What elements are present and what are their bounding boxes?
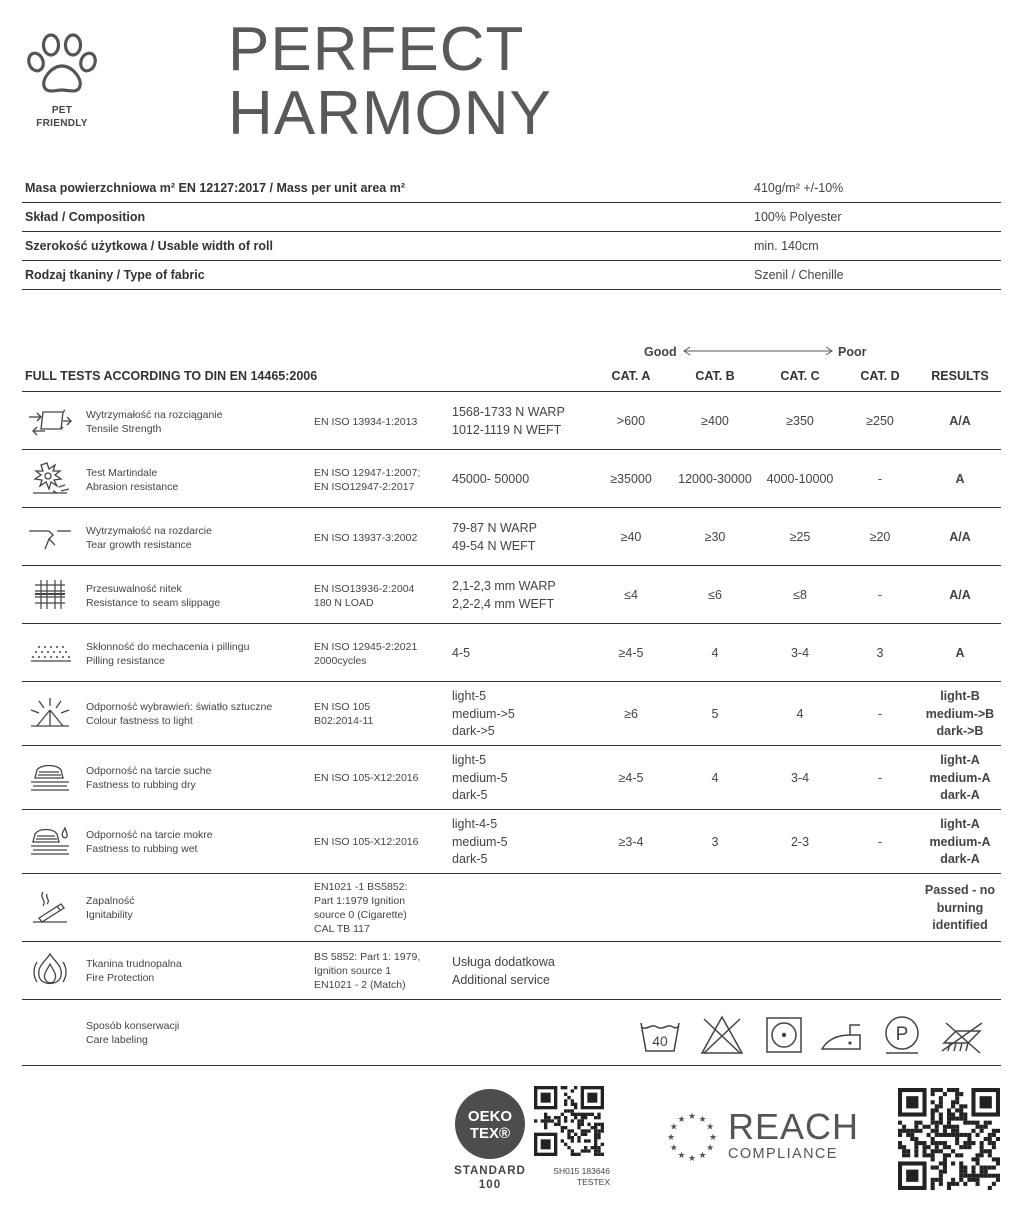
test-name: [86, 582, 306, 610]
test-result-line: 1568-1733 N WARP: [452, 405, 565, 419]
test-name-en: Fastness to rubbing dry: [86, 779, 196, 791]
test-name-en: Tear growth resistance: [86, 539, 192, 551]
test-name-en: Colour fastness to light: [86, 715, 193, 727]
oeko-certificate: [534, 1166, 610, 1188]
test-name-pl: Tkanina trudnopalna: [86, 958, 182, 970]
test-standard: [314, 880, 444, 936]
test-name-pl: Wytrzymałość na rozdarcie: [86, 525, 212, 537]
product-qr-code: [898, 1088, 1000, 1190]
test-result-line: Usługa dodatkowa: [452, 955, 555, 969]
cat-a-value: >600: [616, 414, 646, 428]
care-label: [86, 1019, 306, 1047]
professional-clean-letter: P: [895, 1024, 909, 1045]
rubbing-wet-icon: [27, 824, 73, 860]
col-cat-d: CAT. D: [860, 369, 900, 383]
professional-clean-p-icon: [880, 1013, 924, 1057]
final-line: burning: [936, 900, 984, 915]
test-result: [452, 404, 592, 439]
test-name: [86, 700, 306, 728]
test-standard-line: Ignition source 1: [314, 965, 392, 977]
test-name-en: Tensile Strength: [86, 423, 162, 435]
test-standard-line: EN ISO 105: [314, 701, 371, 713]
cat-c-value: 4: [796, 707, 804, 721]
test-final-result: [919, 688, 1001, 741]
spec-label: Skład / Composition: [25, 210, 146, 224]
test-row-fire-protection: [22, 942, 1001, 1000]
test-result: [452, 688, 592, 741]
cat-c-value: 3-4: [790, 771, 810, 785]
test-result-line: 4-5: [452, 646, 471, 660]
final-line: A: [955, 646, 965, 660]
test-name-pl: Skłonność do mechacenia i pillingu: [86, 641, 250, 653]
svg-text:★: ★: [666, 1133, 676, 1143]
test-standard: [314, 640, 444, 668]
test-result: [452, 645, 592, 663]
spec-row-mass: [22, 174, 1001, 203]
test-standard-line: EN ISO 13937-3:2002: [314, 532, 418, 544]
test-standard: [314, 950, 444, 992]
test-result-line: 2,1-2,3 mm WARP: [452, 579, 556, 593]
test-standard: [314, 415, 444, 429]
cat-a-value: ≥4-5: [618, 646, 644, 660]
cat-c-value: ≤8: [793, 588, 807, 602]
spec-value: Szenil / Chenille: [754, 268, 844, 282]
cat-c-value: ≥350: [786, 414, 814, 428]
cat-d-value: -: [877, 472, 883, 486]
cat-d-value: ≥20: [869, 530, 891, 544]
oeko-tex-logo: [454, 1088, 526, 1160]
tear-growth-icon: [27, 519, 73, 555]
wash-temperature: 40: [652, 1033, 668, 1049]
cat-d-value: ≥250: [866, 414, 894, 428]
cat-a-value: ≥3-4: [618, 835, 644, 849]
test-result-line: Additional service: [452, 972, 550, 987]
test-standard-line: EN ISO 13934-1:2013: [314, 416, 418, 428]
tumble-dry-icon: [762, 1013, 806, 1057]
test-row-martindale: [22, 450, 1001, 508]
spec-label: Rodzaj tkaniny / Type of fabric: [25, 268, 205, 282]
test-result-line: dark->5: [452, 724, 495, 738]
test-result-line: 2,2-2,4 mm WEFT: [452, 596, 555, 611]
test-standard-line: CAL TB 117: [314, 923, 370, 935]
cat-d-value: -: [877, 707, 883, 721]
test-result-line: 49-54 N WEFT: [452, 538, 536, 553]
test-name-pl: Zapalność: [86, 895, 135, 907]
cat-c-value: 4000-10000: [766, 472, 834, 486]
test-standard-line: 180 N LOAD: [314, 597, 374, 609]
test-name: [86, 408, 306, 436]
spec-label: Szerokość użytkowa / Usable width of roll: [25, 239, 273, 253]
test-standard: [314, 771, 444, 785]
svg-text:★: ★: [698, 1151, 707, 1162]
test-result: [452, 752, 592, 805]
test-name: [86, 640, 306, 668]
test-standard-line: EN1021 - 2 (Match): [314, 979, 406, 991]
svg-text:★: ★: [706, 1122, 715, 1133]
final-line: A/A: [949, 414, 971, 428]
test-result-line: medium-5: [452, 770, 508, 785]
cat-a-value: ≥6: [624, 707, 638, 721]
wash-40-icon: [638, 1013, 682, 1057]
spec-label: Masa powierzchniowa m² EN 12127:2017 / Mass per unit area m²: [25, 181, 406, 195]
oeko-qr-code: [534, 1086, 604, 1156]
test-result: [452, 816, 592, 869]
oeko-standard-label: [440, 1164, 540, 1192]
test-standard-line: B02:2014-11: [314, 715, 374, 727]
no-bleach-icon: [700, 1013, 744, 1057]
care-label-en: Care labeling: [86, 1034, 148, 1046]
test-standard-line: EN ISO 12945-2:2021: [314, 641, 418, 653]
cat-b-value: ≤6: [708, 588, 722, 602]
oeko-standard-num: 100: [478, 1179, 502, 1191]
svg-text:★: ★: [677, 1114, 686, 1125]
product-title: [228, 15, 552, 148]
test-final-result: [919, 471, 1001, 489]
svg-text:★: ★: [706, 1143, 715, 1154]
test-row-light-fastness: [22, 682, 1001, 746]
ignitability-icon: [27, 890, 73, 926]
test-result: [452, 954, 592, 989]
cat-d-value: -: [877, 771, 883, 785]
test-standard: [314, 466, 444, 494]
reach-compliance: COMPLIANCE: [728, 1146, 838, 1162]
cat-b-value: 4: [711, 646, 719, 660]
test-name-en: Fire Protection: [86, 972, 155, 984]
test-name: [86, 828, 306, 856]
test-name-pl: Odporność na tarcie suche: [86, 765, 212, 777]
oeko-cert-org: TESTEX: [576, 1177, 610, 1187]
martindale-icon: [27, 461, 73, 497]
cat-b-value: 3: [711, 835, 719, 849]
test-name-en: Fastness to rubbing wet: [86, 843, 198, 855]
pet-friendly-label: [22, 104, 102, 130]
spec-value: 100% Polyester: [754, 210, 842, 224]
test-standard-line: Part 1:1979 Ignition: [314, 895, 406, 907]
scale-good-label: Good: [644, 345, 677, 359]
final-line: light-A: [940, 817, 980, 831]
test-standard: [314, 835, 444, 849]
spec-value: 410g/m² +/-10%: [754, 181, 844, 195]
test-row-tensile: [22, 392, 1001, 450]
test-name-pl: Odporność na tarcie mokre: [86, 829, 213, 841]
test-result-line: 45000- 50000: [452, 472, 530, 486]
paw-icon: [22, 30, 102, 100]
title-line1: PERFECT: [228, 15, 525, 84]
care-label-pl: Sposób konserwacji: [86, 1020, 180, 1032]
double-arrow-icon: [682, 345, 834, 357]
rubbing-dry-icon: [27, 760, 73, 796]
svg-text:★: ★: [708, 1133, 718, 1143]
svg-text:★: ★: [677, 1151, 686, 1162]
svg-text:★: ★: [687, 1154, 697, 1164]
final-line: dark-A: [940, 852, 980, 866]
test-standard: [314, 582, 444, 610]
test-standard: [314, 531, 444, 545]
final-line: A/A: [949, 530, 971, 544]
test-name-pl: Odporność wybrawień: światło sztuczne: [86, 701, 273, 713]
cat-a-value: ≤4: [624, 588, 638, 602]
test-name: [86, 764, 306, 792]
test-name-en: Pilling resistance: [86, 655, 165, 667]
test-final-result: [919, 645, 1001, 663]
test-name: [86, 466, 306, 494]
tests-title: FULL TESTS ACCORDING TO DIN EN 14465:2006: [25, 369, 318, 383]
cat-a-value: ≥4-5: [618, 771, 644, 785]
test-result-line: dark-5: [452, 788, 488, 802]
final-line: medium-A: [929, 770, 991, 785]
test-final-result: [919, 752, 1001, 805]
test-standard: [314, 700, 444, 728]
light-fastness-icon: [27, 696, 73, 732]
test-row-rubbing-wet: [22, 810, 1001, 874]
test-row-pilling: [22, 624, 1001, 682]
final-line: medium-A: [929, 834, 991, 849]
iron-icon: [820, 1013, 864, 1057]
oeko-cert-number: SH015 183646: [553, 1166, 610, 1176]
test-row-rubbing-dry: [22, 746, 1001, 810]
final-line: A/A: [949, 588, 971, 602]
col-results: RESULTS: [931, 369, 989, 383]
final-line: identified: [932, 918, 988, 932]
final-line: A: [955, 472, 965, 486]
eu-stars-icon: [665, 1110, 719, 1164]
spec-row-composition: [22, 203, 1001, 232]
final-line: medium->B: [925, 706, 995, 721]
col-cat-a: CAT. A: [611, 369, 651, 383]
no-brush-icon: [940, 1013, 984, 1057]
cat-b-value: 4: [711, 771, 719, 785]
cat-c-value: 3-4: [790, 646, 810, 660]
fire-protection-icon: [27, 952, 73, 988]
cat-b-value: ≥400: [701, 414, 729, 428]
cat-c-value: ≥25: [789, 530, 811, 544]
svg-text:★: ★: [669, 1122, 678, 1133]
test-row-tear: [22, 508, 1001, 566]
cat-b-value: 12000-30000: [678, 472, 752, 486]
cat-d-value: 3: [876, 646, 884, 660]
spec-row-fabric-type: [22, 261, 1001, 290]
svg-text:★: ★: [687, 1112, 697, 1122]
title-line2: HARMONY: [228, 79, 552, 148]
test-name-pl: Przesuwalność nitek: [86, 583, 182, 595]
test-standard-line: EN ISO12947-2:2017: [314, 481, 415, 493]
spec-value: min. 140cm: [754, 239, 819, 253]
svg-text:★: ★: [669, 1143, 678, 1154]
cat-c-value: 2-3: [790, 835, 810, 849]
cat-a-value: ≥35000: [610, 472, 652, 486]
test-name-en: Abrasion resistance: [86, 481, 179, 493]
test-result: [452, 471, 592, 489]
cat-a-value: ≥40: [620, 530, 642, 544]
test-name-pl: Test Martindale: [86, 467, 158, 479]
test-standard-line: EN ISO 12947-1:2007;: [314, 467, 421, 479]
test-final-result: [919, 816, 1001, 869]
test-name-en: Ignitability: [86, 909, 133, 921]
oeko-standard: STANDARD: [454, 1165, 526, 1177]
test-standard-line: EN ISO 105-X12:2016: [314, 772, 419, 784]
pilling-icon: [27, 635, 73, 671]
test-result-line: light-5: [452, 753, 487, 767]
test-result-line: 79-87 N WARP: [452, 521, 537, 535]
final-line: dark-A: [940, 788, 980, 802]
seam-slippage-icon: [27, 577, 73, 613]
oeko-line2: TEX®: [469, 1125, 511, 1142]
test-result-line: dark-5: [452, 852, 488, 866]
test-standard-line: EN1021 -1 BS5852:: [314, 881, 408, 893]
test-result: [452, 578, 592, 613]
col-cat-c: CAT. C: [780, 369, 820, 383]
test-result: [452, 520, 592, 555]
final-line: dark->B: [936, 724, 984, 738]
cat-b-value: ≥30: [704, 530, 726, 544]
col-cat-b: CAT. B: [695, 369, 735, 383]
test-name-en: Resistance to seam slippage: [86, 597, 221, 609]
final-line: light-A: [940, 753, 980, 767]
reach-title: REACH: [728, 1106, 860, 1147]
final-line: light-B: [940, 689, 980, 703]
cat-b-value: 5: [711, 707, 719, 721]
test-standard-line: EN ISO 105-X12:2016: [314, 836, 419, 848]
test-final-result: [919, 882, 1001, 935]
scale-poor-label: Poor: [838, 345, 867, 359]
test-row-ignitability: [22, 874, 1001, 942]
test-standard-line: EN ISO13936-2:2004: [314, 583, 415, 595]
svg-text:★: ★: [698, 1114, 707, 1125]
test-standard-line: source 0 (Cigarette): [314, 909, 407, 921]
test-name: [86, 894, 306, 922]
test-standard-line: 2000cycles: [314, 655, 367, 667]
cat-d-value: -: [877, 588, 883, 602]
test-result-line: light-4-5: [452, 817, 498, 831]
tensile-strength-icon: [27, 403, 73, 439]
oeko-line1: OEKO: [467, 1108, 513, 1125]
test-name: [86, 957, 306, 985]
test-final-result: [919, 587, 1001, 605]
test-result-line: medium->5: [452, 706, 515, 721]
test-result-line: 1012-1119 N WEFT: [452, 422, 562, 437]
test-final-result: [919, 413, 1001, 431]
test-result-line: medium-5: [452, 834, 508, 849]
pet-label-line2: FRIENDLY: [36, 118, 88, 129]
test-standard-line: BS 5852: Part 1: 1979,: [314, 951, 421, 963]
test-row-seam-slippage: [22, 566, 1001, 624]
spec-row-width: [22, 232, 1001, 261]
test-name: [86, 524, 306, 552]
test-final-result: [919, 529, 1001, 547]
cat-d-value: -: [877, 835, 883, 849]
test-result-line: light-5: [452, 689, 487, 703]
pet-label-line1: PET: [51, 105, 73, 116]
final-line: Passed - no: [924, 883, 996, 897]
test-name-pl: Wytrzymałość na rozciąganie: [86, 409, 223, 421]
